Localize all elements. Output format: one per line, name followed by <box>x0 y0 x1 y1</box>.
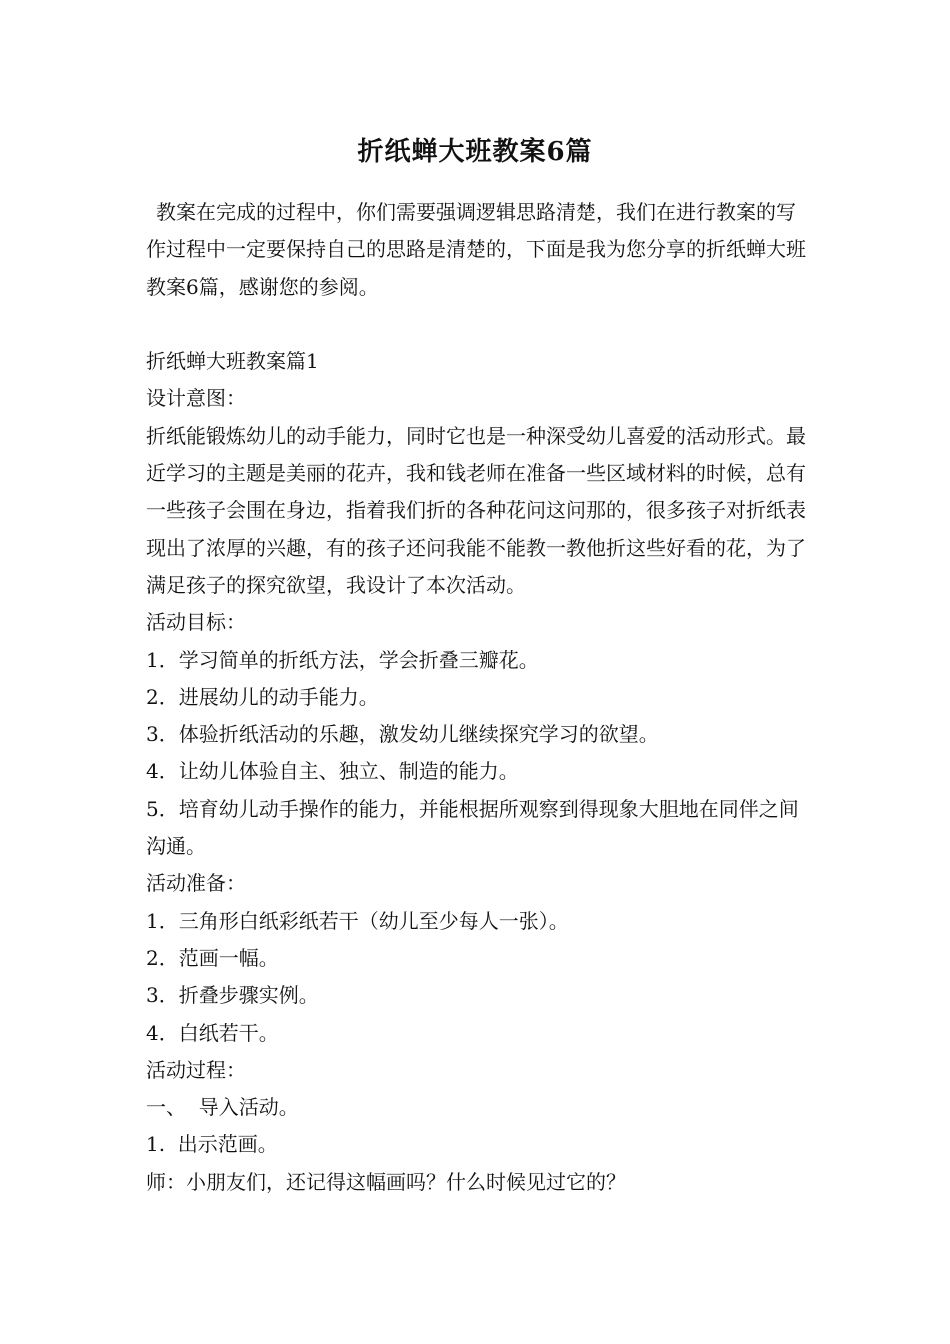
subheading: 活动目标： <box>146 610 246 635</box>
list-item: 3．折叠步骤实例。 <box>146 983 319 1008</box>
list-item: 5．培育幼儿动手操作的能力，并能根据所观察到得现象大胆地在同伴之间沟通。 <box>146 796 799 859</box>
section-heading: 折纸蝉大班教案篇1 <box>146 349 319 374</box>
document-body <box>146 194 808 1201</box>
list-item: 2．范画一幅。 <box>146 945 279 970</box>
subheading: 活动准备： <box>146 871 246 896</box>
list-item: 1．三角形白纸彩纸若干（幼儿至少每人一张）。 <box>146 908 569 933</box>
intro-paragraph: 教案在完成的过程中，你们需要强调逻辑思路清楚，我们在进行教案的写作过程中一定要保持自己的思路是清楚的，下面是我为您分享的折纸蝉大班教案6篇，感谢您的参阅。 <box>146 200 806 299</box>
subheading: 设计意图： <box>146 386 246 411</box>
list-item: 4．白纸若干。 <box>146 1020 279 1045</box>
list-item: 1．学习简单的折纸方法，学会折叠三瓣花。 <box>146 647 539 672</box>
body-paragraph: 师：小朋友们，还记得这幅画吗？什么时候见过它的？ <box>146 1169 626 1194</box>
subheading: 活动过程： <box>146 1057 246 1082</box>
list-item: 3．体验折纸活动的乐趣，激发幼儿继续探究学习的欲望。 <box>146 722 659 747</box>
list-item: 1. 出示范画。 <box>146 1132 278 1157</box>
list-item: 2．进展幼儿的动手能力。 <box>146 684 379 709</box>
list-item: 4．让幼儿体验自主、独立、制造的能力。 <box>146 759 519 784</box>
body-paragraph: 折纸能锻炼幼儿的动手能力，同时它也是一种深受幼儿喜爱的活动形式。最近学习的主题是美丽的花卉，我和钱老师在准备一些区域材料的时候，总有一些孩子会围在身边，指着我们折的各种花问这问那的，很多孩子对折纸表现出了浓厚的兴趣，有的孩子还问我能不能教一教他折这些好看的花，为了满足孩子的探究欲望，我设计了本次活动。 <box>146 423 806 597</box>
list-item: 一、 导入活动。 <box>146 1095 299 1120</box>
document-title: 折纸蝉大班教案6篇 <box>357 137 593 167</box>
